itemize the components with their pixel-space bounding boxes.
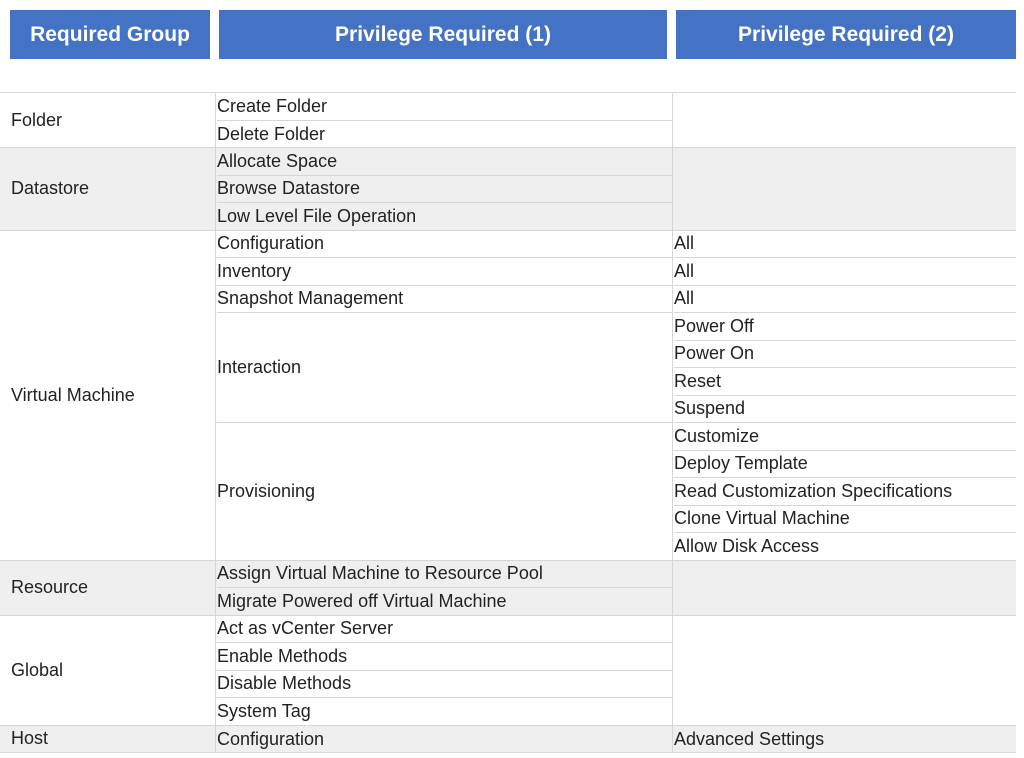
privilege-2-cell: Customize <box>674 423 1016 451</box>
privilege-1-cell: Interaction <box>217 313 672 423</box>
column-divider <box>672 561 673 615</box>
privilege-1-cell: Snapshot Management <box>217 286 672 314</box>
privilege-2-cell: Reset <box>674 368 1016 396</box>
privilege-2-cell: Deploy Template <box>674 451 1016 479</box>
group-datastore <box>0 147 1016 230</box>
group-virtual-machine <box>0 230 1016 560</box>
privilege-1-cell: Browse Datastore <box>217 176 672 204</box>
privilege-2-cell: Suspend <box>674 396 1016 424</box>
privilege-1-cell: Delete Folder <box>217 123 326 144</box>
privilege-2-cell: All <box>674 258 1016 286</box>
privilege-1-cell: Allocate Space <box>217 148 672 176</box>
column-divider <box>215 93 216 147</box>
group-label: Folder <box>11 109 63 130</box>
privilege-2-cell: All <box>674 286 1016 314</box>
column-divider <box>672 148 673 230</box>
privilege-1-cell: Configuration <box>217 231 672 259</box>
privilege-1-cell: Act as vCenter Server <box>217 616 672 644</box>
privilege-1-cell: Inventory <box>217 258 672 286</box>
privilege-2-cell: Allow Disk Access <box>674 536 820 557</box>
table-bottom-rule <box>0 752 1016 753</box>
group-label: Host <box>11 728 49 749</box>
privilege-1-cell: Low Level File Operation <box>217 206 417 227</box>
group-global <box>0 615 1016 725</box>
privilege-1-cell: Migrate Powered off Virtual Machine <box>217 591 507 612</box>
column-divider <box>672 726 673 753</box>
group-folder <box>0 92 1016 147</box>
privilege-1-cell: Configuration <box>217 728 325 749</box>
privilege-1-cell: Provisioning <box>217 481 316 502</box>
column-divider <box>215 726 216 753</box>
privilege-1-cell: Assign Virtual Machine to Resource Pool <box>217 561 672 589</box>
column-divider <box>215 561 216 615</box>
privilege-1-cell: Create Folder <box>217 93 672 121</box>
header-privilege-required-1: Privilege Required (1) <box>219 10 667 59</box>
privilege-1-cell: Disable Methods <box>217 671 672 699</box>
privilege-2-cell: Advanced Settings <box>674 728 825 749</box>
column-divider <box>672 616 673 725</box>
privilege-2-cell: Power Off <box>674 313 1016 341</box>
privilege-2-cell: All <box>674 231 1016 259</box>
group-label: Global <box>11 659 64 680</box>
group-label: Resource <box>11 577 89 597</box>
header-privilege-required-2: Privilege Required (2) <box>676 10 1016 59</box>
header-required-group: Required Group <box>10 10 210 59</box>
column-divider <box>215 616 216 725</box>
column-divider <box>672 231 673 560</box>
group-label: Virtual Machine <box>11 384 135 405</box>
column-divider <box>672 93 673 147</box>
group-resource <box>0 560 1016 615</box>
privilege-2-cell: Read Customization Specifications <box>674 478 1016 506</box>
group-host <box>0 725 1016 753</box>
privilege-1-cell: Enable Methods <box>217 643 672 671</box>
column-divider <box>215 231 216 560</box>
privilege-2-cell: Clone Virtual Machine <box>674 506 1016 534</box>
privilege-1-cell: System Tag <box>217 701 311 722</box>
privilege-2-cell: Power On <box>674 341 1016 369</box>
group-label: Datastore <box>11 178 90 199</box>
column-divider <box>215 148 216 230</box>
